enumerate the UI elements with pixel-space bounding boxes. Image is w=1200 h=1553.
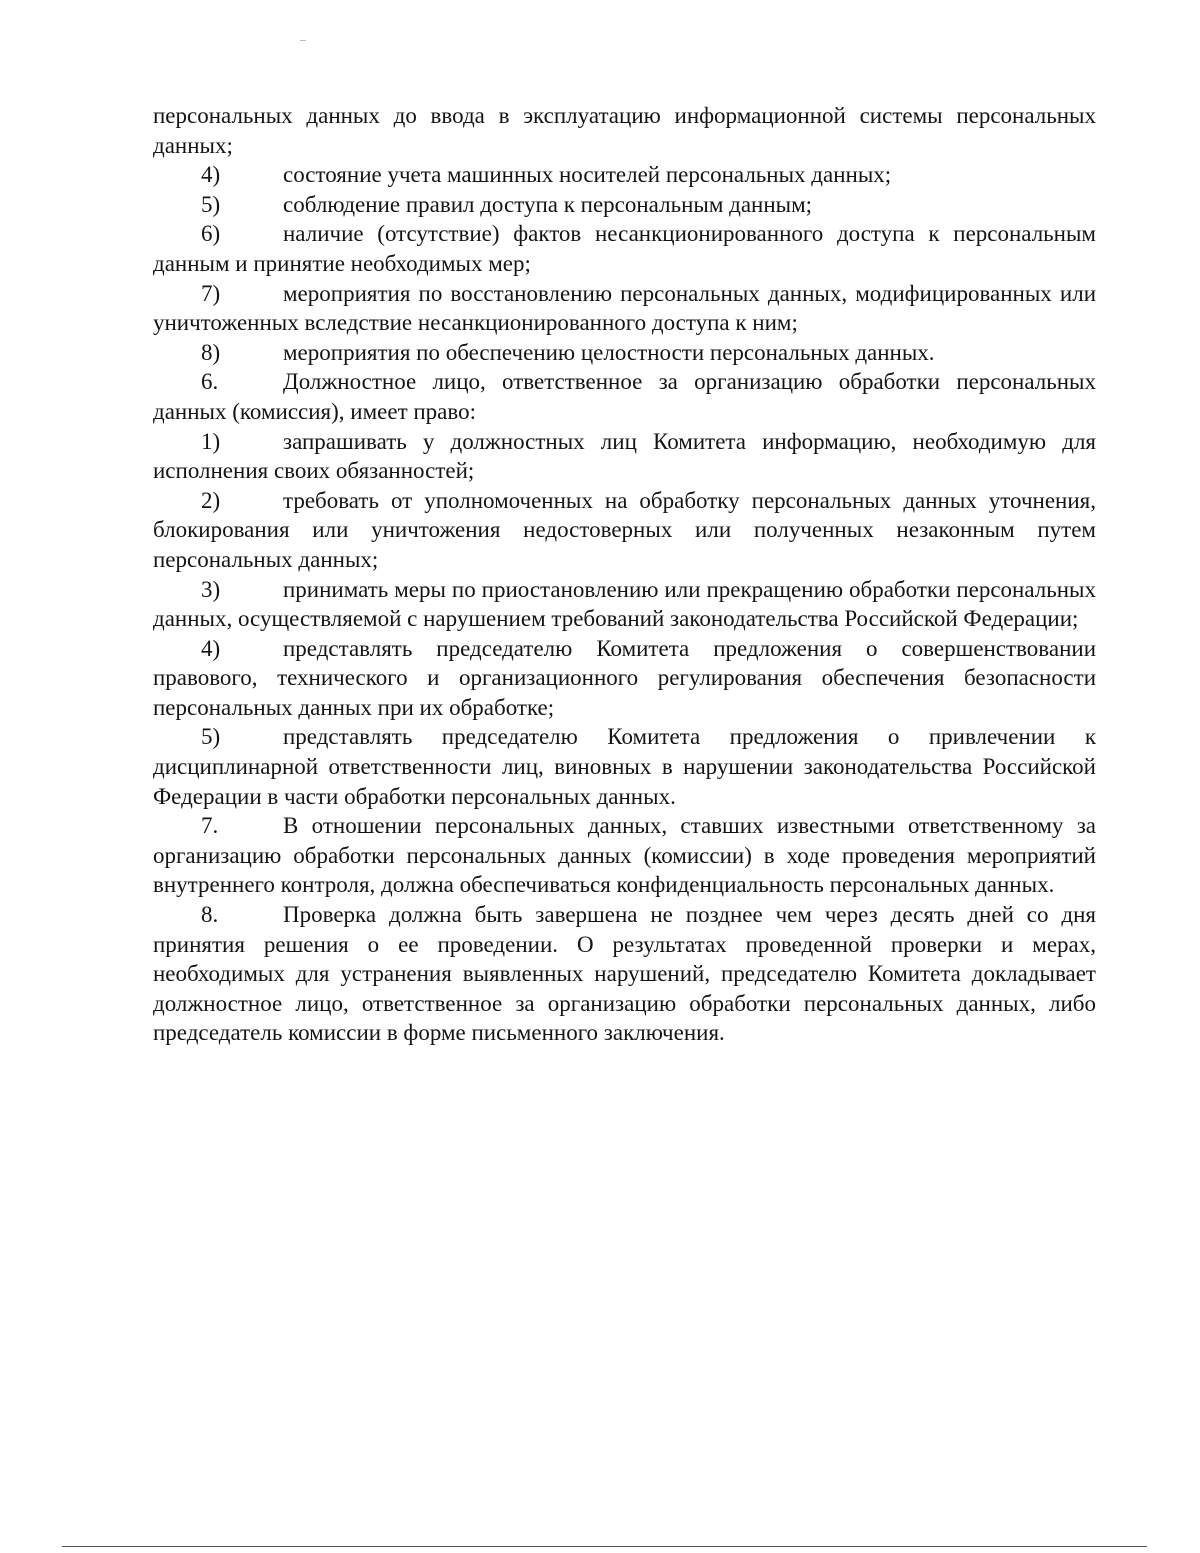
paragraph-text: принимать меры по приостановлению или прекращению обработки персональных данных, осуществляемой с нарушением требований законодательства Российской Федерации; xyxy=(153,576,1096,632)
section-number: 6. xyxy=(201,369,219,395)
item-number: 5) xyxy=(201,191,221,217)
section-number: 7. xyxy=(201,813,219,839)
section-item xyxy=(153,900,1096,1048)
item-number: 5) xyxy=(201,724,221,750)
item-number: 4) xyxy=(201,635,221,661)
list-item xyxy=(153,160,1096,190)
paragraph-text: требовать от уполномоченных на обработку персональных данных уточнения, блокирования или уничтожения недостоверных или полученных незаконным путем персональных данных; xyxy=(153,487,1096,572)
paragraph-continuation xyxy=(153,101,1096,160)
item-number: 2) xyxy=(201,487,221,513)
list-item xyxy=(153,575,1096,634)
section-number: 8. xyxy=(201,902,219,928)
paragraph-text: Проверка должна быть завершена не позднее чем через десять дней со дня принятия решения о ее проведении. О результатах проведенной проверки и мерах, необходимых для устранения выявленных нарушений, председателю Комитета докладывает должностное лицо, ответственное за организацию обработки персональных данных, либо председатель комиссии в форме письменного заключения. xyxy=(153,902,1096,1046)
document-body xyxy=(153,101,1096,1048)
paragraph-text: персональных данных до ввода в эксплуатацию информационной системы персональных данных; xyxy=(153,103,1096,158)
item-number: 7) xyxy=(201,280,221,306)
paragraph-text: состояние учета машинных носителей персональных данных; xyxy=(283,162,892,188)
item-number: 8) xyxy=(201,339,221,365)
list-item xyxy=(153,279,1096,338)
item-number: 6) xyxy=(201,221,221,247)
paragraph-text: мероприятия по обеспечению целостности персональных данных. xyxy=(283,339,935,365)
paragraph-text: В отношении персональных данных, ставших известными ответственному за организацию обработки персональных данных (комиссии) в ходе проведения мероприятий внутреннего контроля, должна обеспечиваться конфиденциальность персональных данных. xyxy=(153,813,1096,898)
list-item xyxy=(153,427,1096,486)
paragraph-text: представлять председателю Комитета предложения о привлечении к дисциплинарной ответственности лиц, виновных в нарушении законодательства Российской Федерации в части обработки персональных данных. xyxy=(153,724,1096,809)
paragraph-text: Должностное лицо, ответственное за организацию обработки персональных данных (комиссия), имеет право: xyxy=(153,369,1096,424)
paragraph-text: запрашивать у должностных лиц Комитета информацию, необходимую для исполнения своих обязанностей; xyxy=(153,428,1096,484)
section-item xyxy=(153,367,1096,426)
item-number: 3) xyxy=(201,576,221,602)
paragraph-text: представлять председателю Комитета предложения о совершенствовании правового, технического и организационного регулирования обеспечения безопасности персональных данных при их обработке; xyxy=(153,635,1096,720)
list-item xyxy=(153,190,1096,220)
section-item xyxy=(153,811,1096,900)
list-item xyxy=(153,338,1096,368)
item-number: 4) xyxy=(201,162,221,188)
paragraph-text: наличие (отсутствие) фактов несанкционированного доступа к персональным данным и принятие необходимых мер; xyxy=(153,221,1096,276)
item-number: 1) xyxy=(201,428,221,454)
list-item xyxy=(153,219,1096,278)
list-item xyxy=(153,722,1096,811)
scan-mark xyxy=(300,40,306,41)
paragraph-text: мероприятия по восстановлению персональных данных, модифицированных или уничтоженных вследствие несанкционированного доступа к ним; xyxy=(153,280,1096,336)
footer-divider xyxy=(62,1546,1147,1547)
paragraph-text: соблюдение правил доступа к персональным данным; xyxy=(283,191,813,217)
list-item xyxy=(153,634,1096,723)
list-item xyxy=(153,486,1096,575)
